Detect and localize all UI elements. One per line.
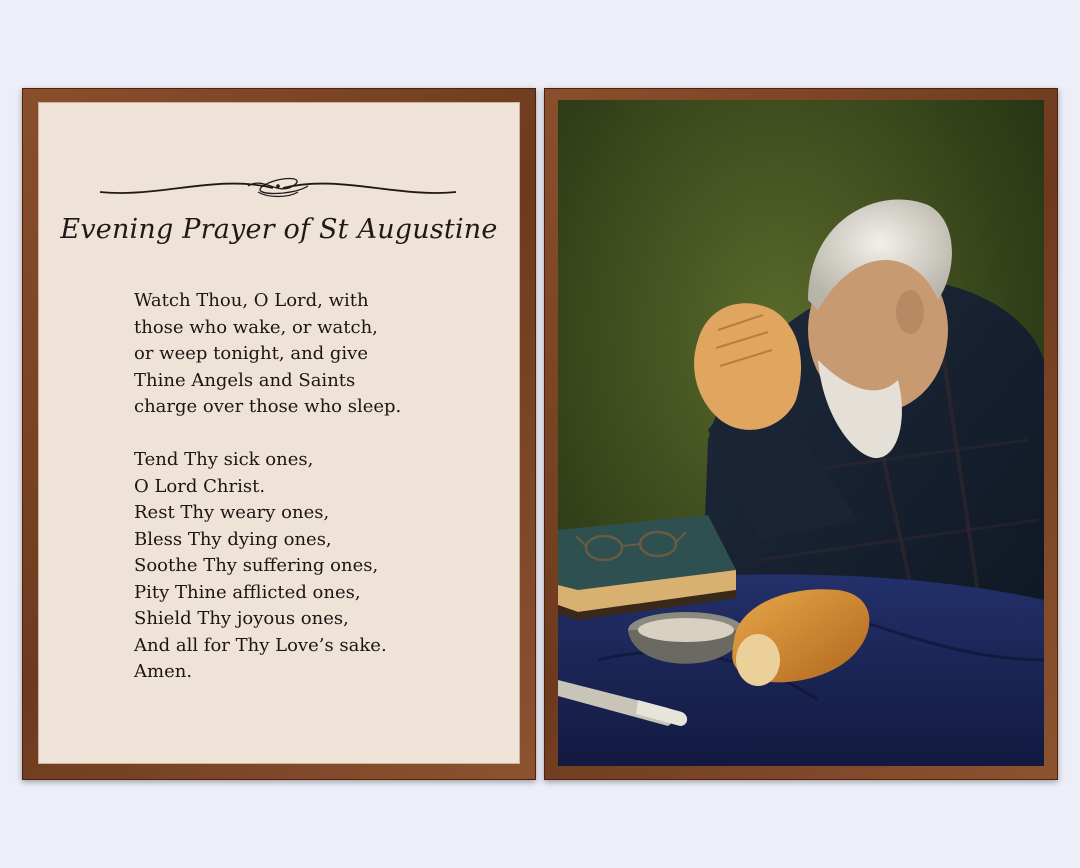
prayer-line: Watch Thou, O Lord, with [134, 290, 369, 311]
prayer-line: Soothe Thy suffering ones, [134, 555, 379, 576]
praying-man-painting [558, 100, 1044, 766]
prayer-line: And all for Thy Love’s sake. [134, 634, 387, 656]
prayer-line: Bless Thy dying ones, [134, 528, 332, 550]
prayer-line: Thine Angels and Saints [134, 369, 356, 391]
prayer-title: Evening Prayer of St Augustine [60, 214, 498, 245]
prayer-line: those who wake, or watch, [134, 316, 378, 338]
painting-illustration [558, 100, 1044, 766]
stanza-gap [134, 421, 401, 448]
prayer-line: Rest Thy weary ones, [134, 502, 330, 523]
prayer-line: Pity Thine afflicted ones, [134, 581, 361, 603]
prayer-line: Shield Thy joyous ones, [134, 608, 349, 629]
prayer-line: Amen. [134, 661, 193, 682]
prayer-line: or weep tonight, and give [134, 343, 368, 364]
right-frame [544, 88, 1058, 780]
prayer-text [134, 288, 401, 686]
flourish-ornament [98, 172, 458, 202]
prayer-line: O Lord Christ. [134, 475, 266, 497]
prayer-line: charge over those who sleep. [134, 396, 402, 417]
left-frame [22, 88, 536, 780]
prayer-card [38, 102, 520, 764]
prayer-line: Tend Thy sick ones, [134, 449, 314, 470]
